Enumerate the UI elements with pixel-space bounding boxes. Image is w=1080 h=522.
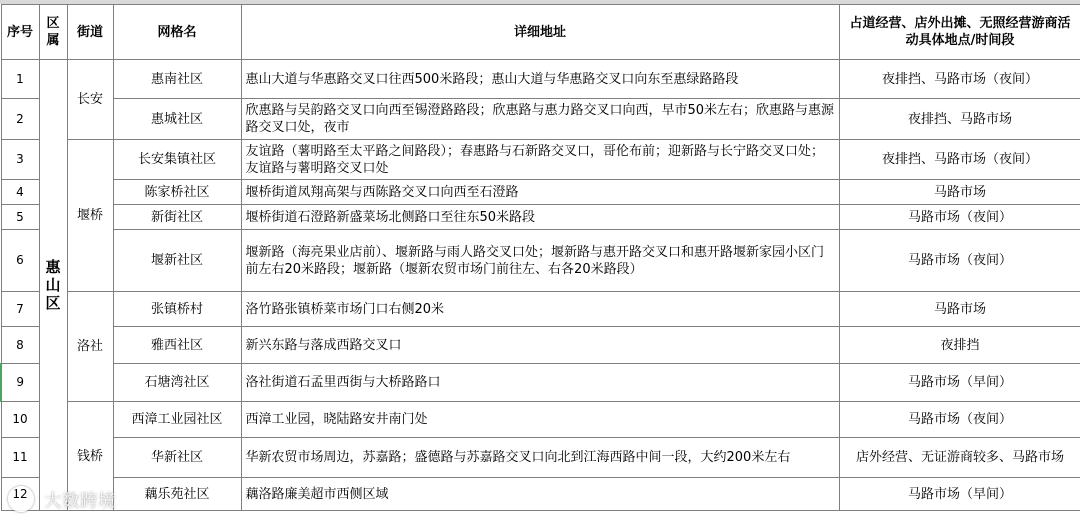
activity-cell: 马路市场（夜间） <box>839 402 1080 438</box>
row-seq: 8 <box>1 327 39 364</box>
row-seq: 7 <box>1 292 39 327</box>
grid-table <box>0 4 1080 511</box>
address-cell: 欣惠路与吴韵路交叉口向西至锡澄路路段；欣惠路与惠力路交叉口向西，早市50米左右；欣惠路与惠源路交叉口处，夜市 <box>241 99 839 140</box>
watermark <box>8 486 116 512</box>
grid-cell: 惠南社区 <box>113 60 241 99</box>
address-cell: 堰新路（海亮果业店前）、堰新路与雨人路交叉口处；堰新路与惠开路交叉口和惠开路堰新家园小区门前左右20米路段；堰新路（堰新农贸市场门前往左、右各20米路段） <box>241 230 839 292</box>
street-cell-changan: 长安 <box>67 60 113 140</box>
row-seq: 5 <box>1 205 39 230</box>
activity-cell: 夜排挡、马路市场（夜间） <box>839 140 1080 180</box>
street-cell-qianqiao: 钱桥 <box>67 402 113 511</box>
grid-cell: 堰新社区 <box>113 230 241 292</box>
activity-cell: 店外经营、无证游商较多、马路市场 <box>839 438 1080 478</box>
activity-cell: 夜排挡、马路市场（夜间） <box>839 60 1080 99</box>
watermark-text: 大数跨境 <box>44 491 117 512</box>
activity-cell: 马路市场（夜间） <box>839 205 1080 230</box>
header-district: 区属 <box>39 5 67 60</box>
row-seq: 3 <box>1 140 39 180</box>
watermark-logo-icon <box>8 486 34 512</box>
address-cell: 新兴东路与落成西路交叉口 <box>241 327 839 364</box>
address-cell: 堰桥街道凤翔高架与西陈路交叉口向西至石澄路 <box>241 180 839 205</box>
table-row[interactable] <box>1 292 1080 327</box>
table-row[interactable] <box>1 60 1080 99</box>
address-cell: 华新农贸市场周边，苏嘉路；盛德路与苏嘉路交叉口向北到江海西路中间一段，大约200米左右 <box>241 438 839 478</box>
row-seq: 10 <box>1 402 39 438</box>
table-row[interactable] <box>1 230 1080 292</box>
table-row[interactable] <box>1 140 1080 180</box>
row-seq: 2 <box>1 99 39 140</box>
grid-cell: 长安集镇社区 <box>113 140 241 180</box>
row-seq: 4 <box>1 180 39 205</box>
activity-cell: 马路市场（夜间） <box>839 230 1080 292</box>
table-row[interactable] <box>1 205 1080 230</box>
row-seq: 11 <box>1 438 39 478</box>
grid-cell: 张镇桥村 <box>113 292 241 327</box>
table-row[interactable] <box>1 364 1080 402</box>
activity-cell: 夜排挡、马路市场 <box>839 99 1080 140</box>
grid-cell: 惠城社区 <box>113 99 241 140</box>
grid-cell: 华新社区 <box>113 438 241 478</box>
address-cell: 洛社街道石孟里西街与大桥路路口 <box>241 364 839 402</box>
table-row[interactable] <box>1 99 1080 140</box>
activity-cell: 马路市场（早间） <box>839 478 1080 511</box>
header-address: 详细地址 <box>241 5 839 60</box>
table-row[interactable] <box>1 478 1080 511</box>
header-grid: 网格名 <box>113 5 241 60</box>
address-cell: 藕洛路廉美超市西侧区域 <box>241 478 839 511</box>
grid-cell: 石塘湾社区 <box>113 364 241 402</box>
activity-cell: 马路市场（早间） <box>839 364 1080 402</box>
activity-cell: 马路市场 <box>839 292 1080 327</box>
table-row[interactable] <box>1 402 1080 438</box>
table-row[interactable] <box>1 327 1080 364</box>
district-cell: 惠山区 <box>39 60 67 511</box>
row-seq: 1 <box>1 60 39 99</box>
row-seq: 12 <box>1 478 39 511</box>
address-cell: 洛竹路张镇桥菜市场门口右侧20米 <box>241 292 839 327</box>
header-activity: 占道经营、店外出摊、无照经营游商活动具体地点/时间段 <box>839 5 1080 60</box>
address-cell: 西漳工业园，晓陆路安井南门处 <box>241 402 839 438</box>
header-seq: 序号 <box>1 5 39 60</box>
row-seq: 9 <box>1 364 39 402</box>
street-cell-luoshe: 洛社 <box>67 292 113 402</box>
table-row[interactable] <box>1 180 1080 205</box>
address-cell: 堰桥街道石澄路新盛菜场北侧路口至往东50米路段 <box>241 205 839 230</box>
grid-cell: 陈家桥社区 <box>113 180 241 205</box>
activity-cell: 马路市场 <box>839 180 1080 205</box>
grid-cell: 新街社区 <box>113 205 241 230</box>
street-cell-yanqiao: 堰桥 <box>67 140 113 292</box>
row-seq: 6 <box>1 230 39 292</box>
header-row <box>1 5 1080 60</box>
header-street: 街道 <box>67 5 113 60</box>
grid-cell: 藕乐苑社区 <box>113 478 241 511</box>
address-cell: 惠山大道与华惠路交叉口往西500米路段；惠山大道与华惠路交叉口向东至惠绿路路段 <box>241 60 839 99</box>
table-row[interactable] <box>1 438 1080 478</box>
activity-cell: 夜排挡 <box>839 327 1080 364</box>
address-cell: 友谊路（薯明路至太平路之间路段）；春惠路与石新路交叉口，哥伦布前；迎新路与长宁路交叉口处；友谊路与薯明路交叉口处 <box>241 140 839 180</box>
grid-cell: 雅西社区 <box>113 327 241 364</box>
grid-cell: 西漳工业园社区 <box>113 402 241 438</box>
